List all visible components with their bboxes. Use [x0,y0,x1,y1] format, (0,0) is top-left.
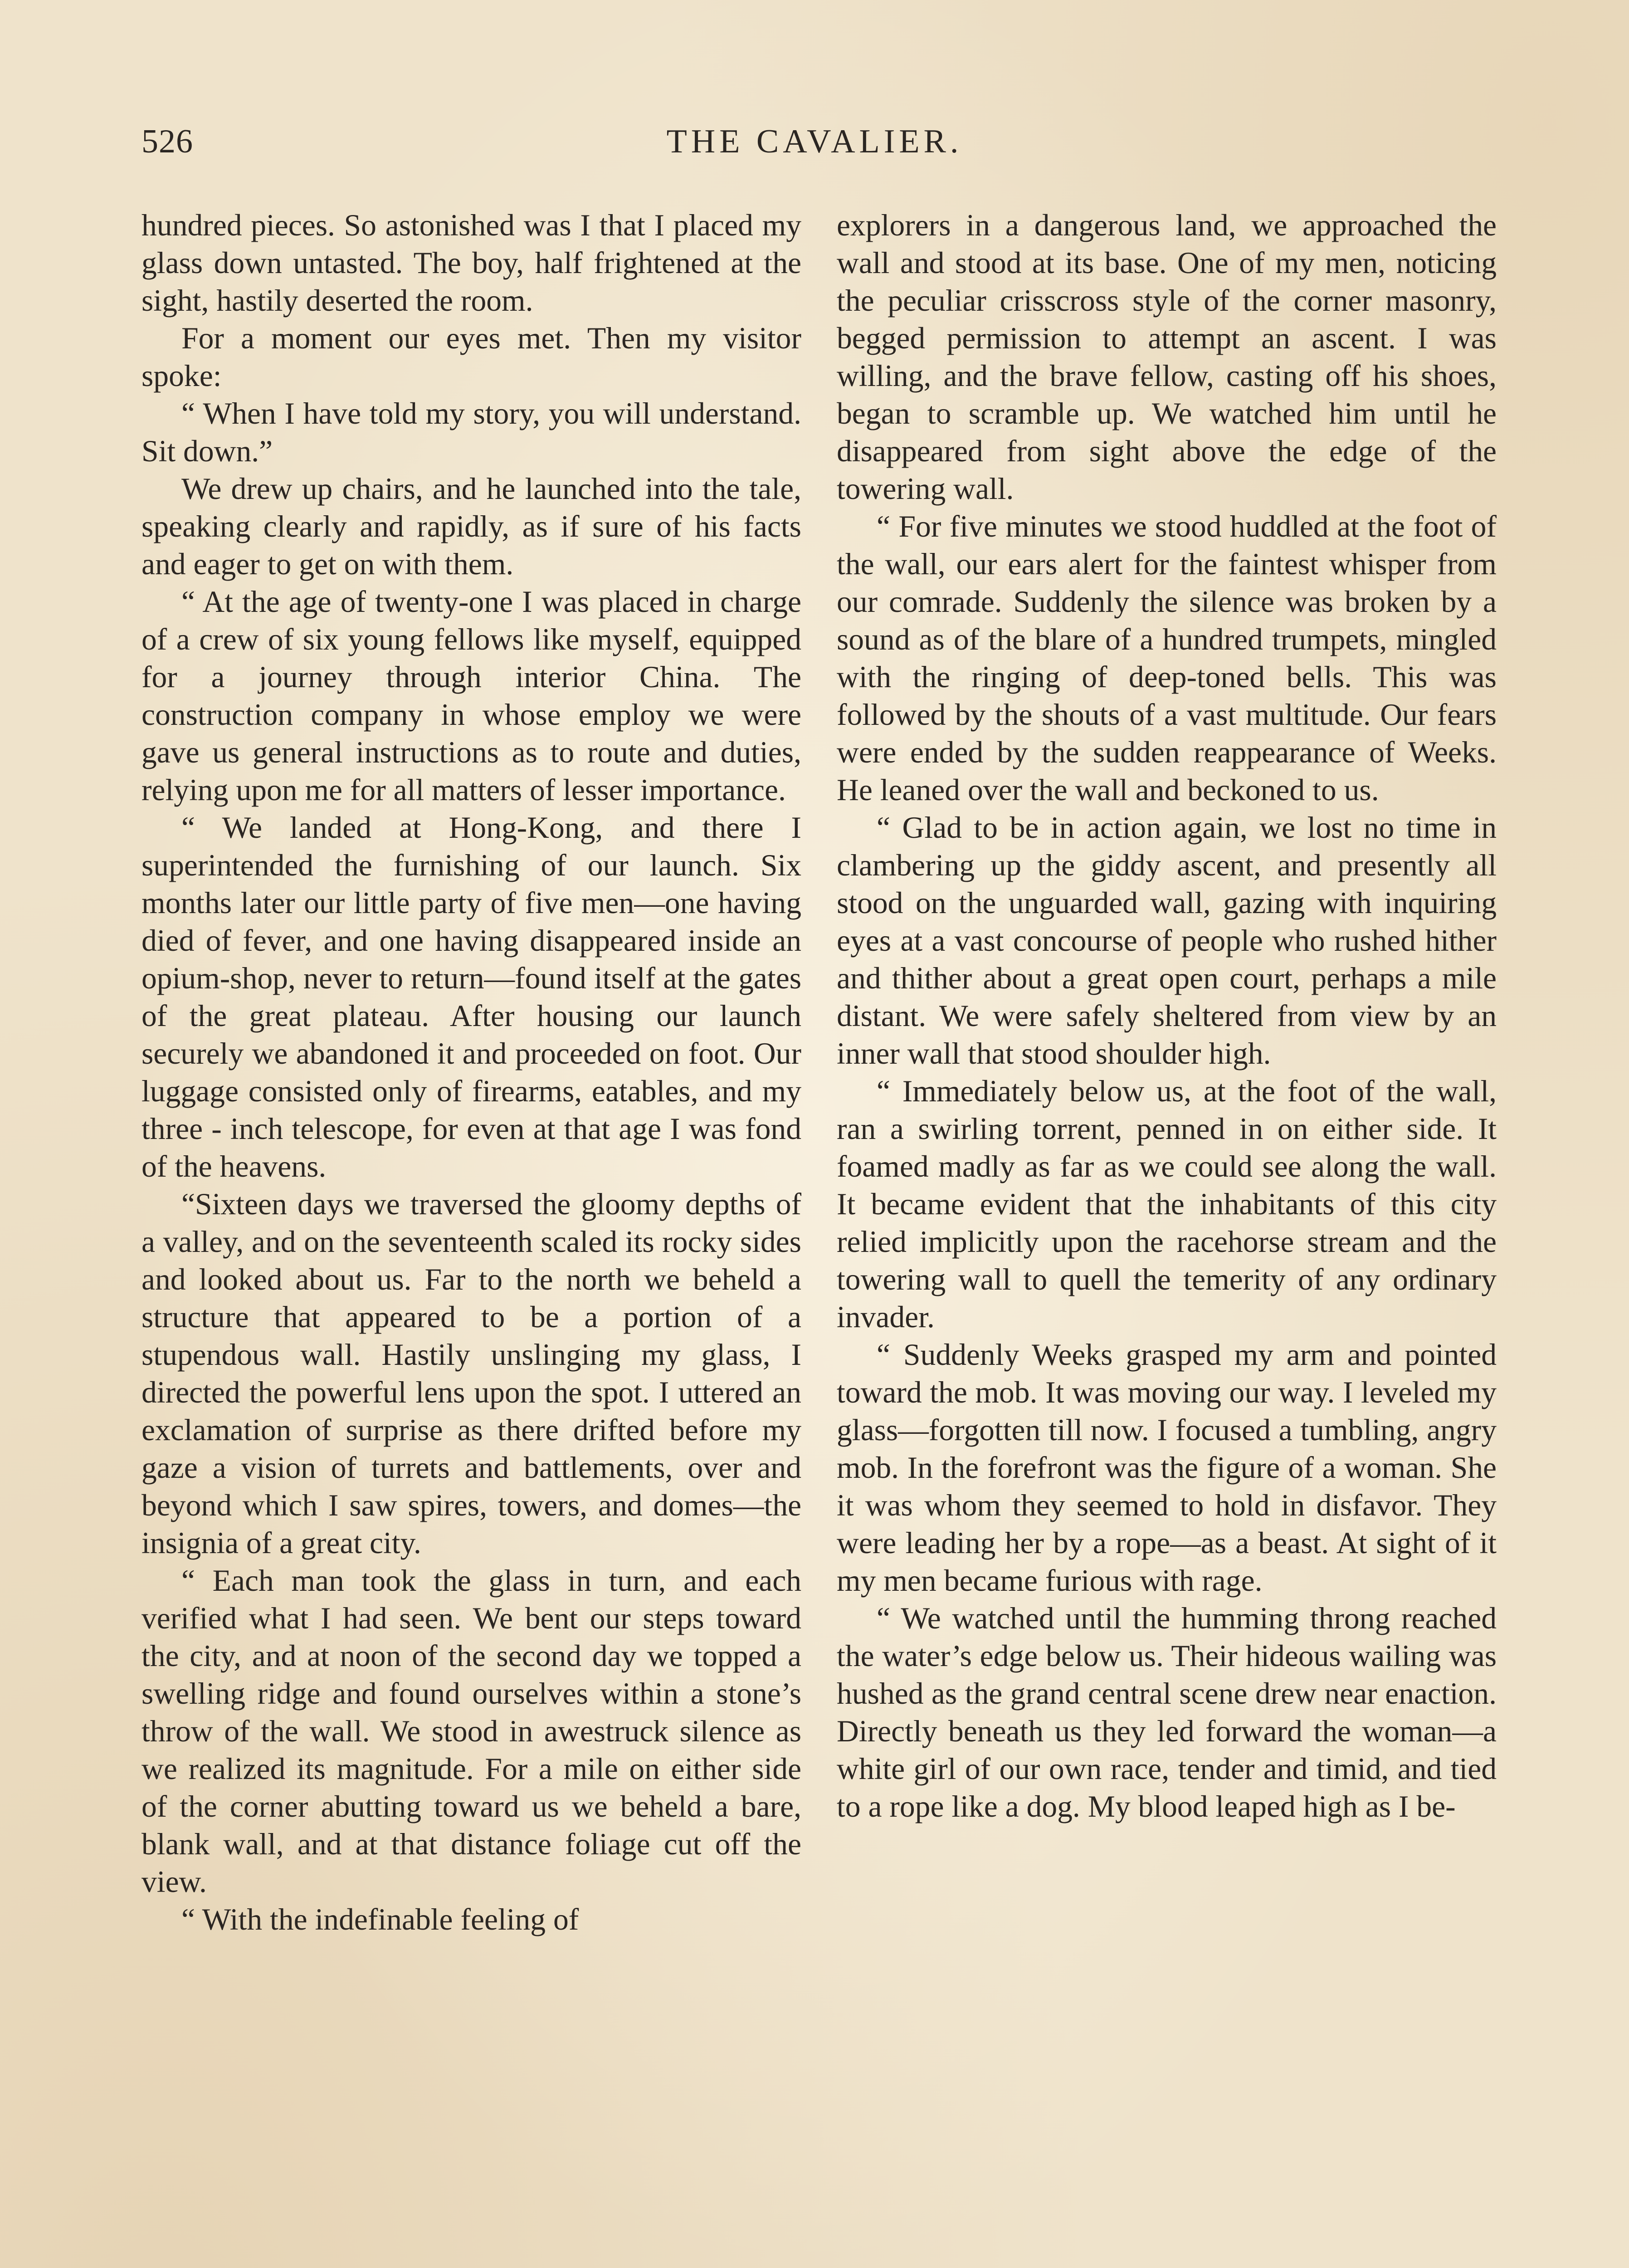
paragraph: “ With the indefinable feeling of [181,1902,579,1936]
paragraph: “ Immediately below us, at the foot of the wall, ran a swirling torrent, penned in on either side. It foamed madly as far as we could see along the wall. It became evident that the inhabitants of this city relied implicitly upon the racehorse stream and the towering wall to quell the temerity of any ordinary invader. [837,1074,1497,1334]
left-column [141,206,801,1938]
paragraph: explorers in a dangerous land, we approached the wall and stood at its base. One of my men, noticing the peculiar crisscross style of the corner masonry, begged permission to attempt an ascent. I was willing, and the brave fellow, casting off his shoes, began to scramble up. We watched him until he disappeared from sight above the edge of the towering wall. [837,208,1497,506]
page-number: 526 [141,123,193,160]
right-column [837,206,1497,1825]
paragraph: “ For five minutes we stood huddled at the foot of the wall, our ears alert for the faintest whisper from our comrade. Suddenly the silence was broken by a sound as of the blare of a hundred trumpets, mingled with the ringing of deep-toned bells. This was followed by the shouts of a vast multitude. Our fears were ended by the sudden reappearance of Weeks. He leaned over the wall and beckoned to us. [837,509,1497,807]
paragraph: “ Suddenly Weeks grasped my arm and pointed toward the mob. It was moving our way. I leveled my glass—forgotten till now. I focused a tumbling, angry mob. In the forefront was the figure of a woman. She it was whom they seemed to hold in disfavor. They were leading her by a rope—as a beast. At sight of it my men became furious with rage. [837,1338,1497,1598]
paragraph: “Sixteen days we traversed the gloomy depths of a valley, and on the seventeenth scaled its rocky sides and looked about us. Far to the north we beheld a structure that appeared to be a portion of a stupendous wall. Hastily unslinging my glass, I directed the powerful lens upon the spot. I uttered an exclamation of surprise as there drifted before my gaze a vision of turrets and battlements, over and beyond which I saw spires, towers, and domes—the insignia of a great city. [141,1187,801,1560]
paragraph: “ Glad to be in action again, we lost no time in clambering up the giddy ascent, and presently all stood on the unguarded wall, gazing with inquiring eyes at a vast concourse of people who rushed hither and thither about a great open court, perhaps a mile distant. We were safely sheltered from view by an inner wall that stood shoulder high. [837,811,1497,1070]
paragraph: hundred pieces. So astonished was I that I placed my glass down untasted. The boy, half frightened at the sight, hastily deserted the room. [141,208,801,318]
paragraph: “ When I have told my story, you will understand. Sit down.” [141,396,801,468]
paragraph: “ We watched until the humming throng reached the water’s edge below us. Their hideous wailing was hushed as the grand central scene drew near enaction. Directly beneath us they led forward the woman—a white girl of our own race, tender and timid, and tied to a rope like a dog. My blood leaped high as I be- [837,1601,1497,1823]
page-header [141,122,1488,177]
paragraph: “ Each man took the glass in turn, and each verified what I had seen. We bent our steps toward the city, and at noon of the second day we topped a swelling ridge and found ourselves within a stone’s throw of the wall. We stood in awestruck silence as we realized its magnitude. For a mile on either side of the corner abutting toward us we beheld a bare, blank wall, and at that distance foliage cut off the view. [141,1564,801,1899]
running-head: THE CAVALIER. [666,123,963,160]
paragraph: “ We landed at Hong-Kong, and there I superintended the furnishing of our launch. Six months later our little party of five men—one having died of fever, and one having disappeared inside an opium-shop, never to return—found itself at the gates of the great plateau. After housing our launch securely we abandoned it and proceeded on foot. Our luggage consisted only of firearms, eatables, and my three - inch telescope, for even at that age I was fond of the heavens. [141,811,801,1183]
paragraph: “ At the age of twenty-one I was placed in charge of a crew of six young fellows like myself, equipped for a journey through interior China. The construction company in whose employ we were gave us general instructions as to route and duties, relying upon me for all matters of lesser importance. [141,585,801,807]
paragraph: We drew up chairs, and he launched into the tale, speaking clearly and rapidly, as if sure of his facts and eager to get on with them. [141,472,801,581]
paragraph: For a moment our eyes met. Then my visitor spoke: [141,321,801,393]
